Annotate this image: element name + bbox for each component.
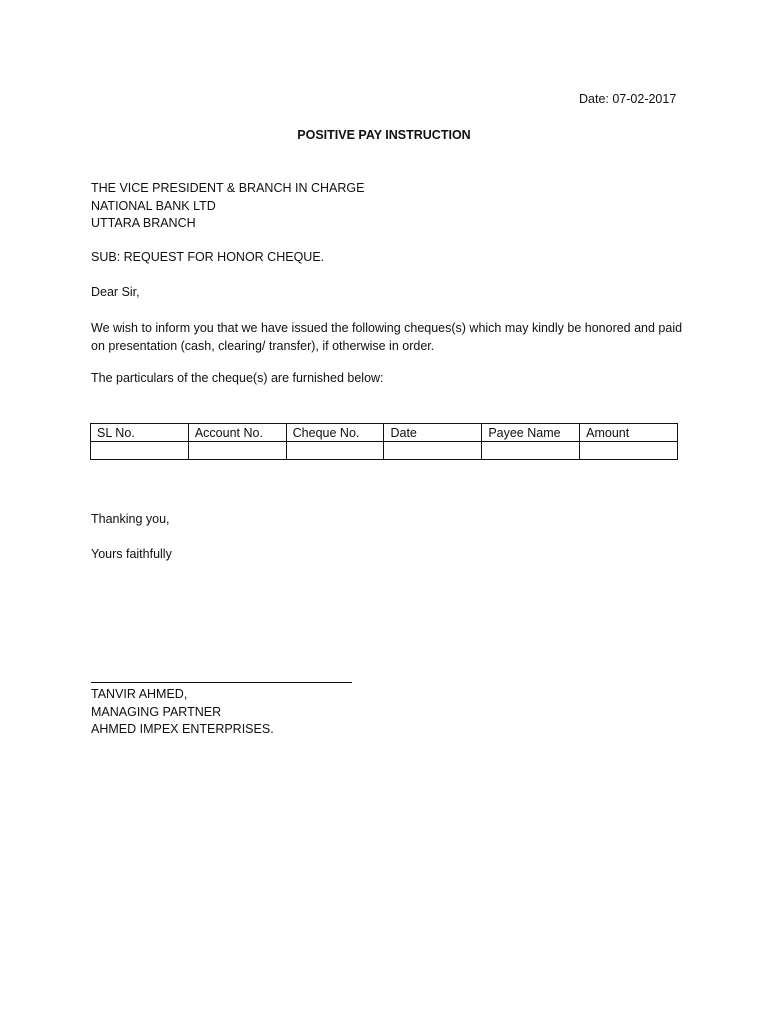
column-header: Date [384,424,482,442]
table-cell [482,442,580,460]
signer-name: TANVIR AHMED, [91,687,188,701]
signature-line [91,682,352,683]
letter-date: Date: 07-02-2017 [579,92,677,106]
signer-company: AHMED IMPEX ENTERPRISES. [91,722,274,736]
letter-title: POSITIVE PAY INSTRUCTION [297,128,471,142]
cheque-table [90,423,678,460]
closing-line: Yours faithfully [91,547,172,561]
thanks-line: Thanking you, [91,512,170,526]
column-header: Cheque No. [286,424,384,442]
signer-title: MANAGING PARTNER [91,704,222,719]
particulars-intro: The particulars of the cheque(s) are furnished below: [91,371,384,385]
table-row [91,442,678,460]
column-header: SL No. [91,424,189,442]
table-cell [286,442,384,460]
table-cell [580,442,678,460]
column-header: Account No. [188,424,286,442]
column-header: Amount [580,424,678,442]
recipient-line-3: UTTARA BRANCH [91,216,196,230]
column-header: Payee Name [482,424,580,442]
table-cell [384,442,482,460]
table-header-row [91,424,678,442]
signer-block [91,686,274,739]
table-cell [188,442,286,460]
body-paragraph: We wish to inform you that we have issued the following cheques(s) which may kindly be honored and paid on presentation (cash, clearing/ transfer), if otherwise in order. [91,321,683,353]
recipient-line-2: NATIONAL BANK LTD [91,198,216,213]
recipient-address [91,180,364,233]
salutation: Dear Sir, [91,285,140,299]
recipient-line-1: THE VICE PRESIDENT & BRANCH IN CHARGE [91,181,365,195]
subject-line: SUB: REQUEST FOR HONOR CHEQUE. [91,250,325,264]
table-cell [91,442,189,460]
